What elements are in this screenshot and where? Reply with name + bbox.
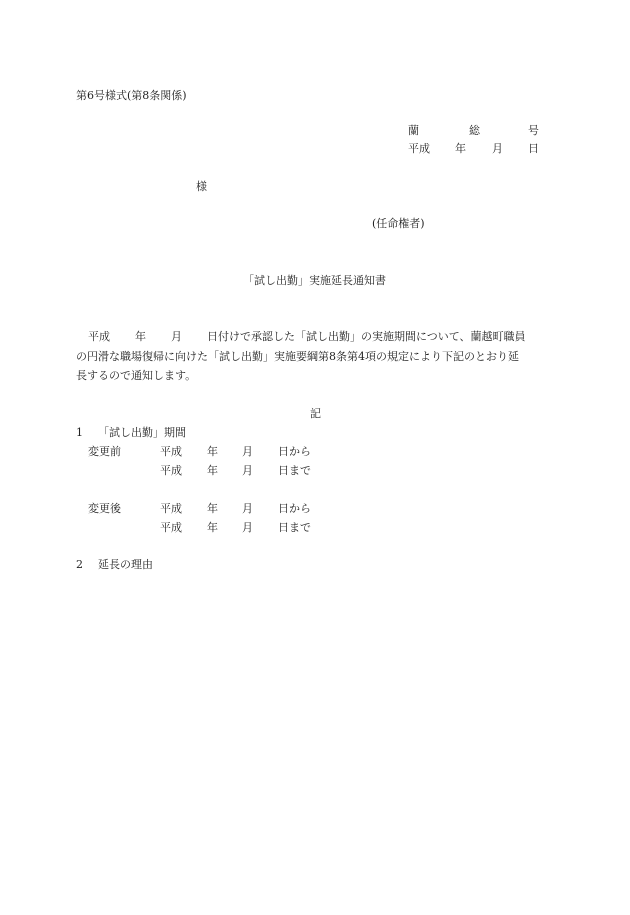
after-until-day: 日まで	[278, 521, 311, 534]
body-era: 平成	[88, 330, 110, 343]
ki-heading: 記	[310, 407, 321, 420]
body-month: 月	[171, 330, 182, 343]
doc-date-era: 平成	[408, 142, 430, 155]
before-until-month: 月	[242, 464, 253, 477]
doc-number-char-2: 総	[469, 124, 480, 137]
body-line-3: 長するので通知します。	[76, 369, 197, 382]
document-title: 「試し出勤」実施延長通知書	[243, 274, 386, 287]
after-from-year: 年	[207, 502, 218, 515]
after-until-month: 月	[242, 521, 253, 534]
issuer: (任命権者)	[372, 217, 425, 230]
item-2-label: 延長の理由	[98, 558, 153, 571]
doc-date-month: 月	[492, 142, 503, 155]
body-line-1-text: 日付けで承認した「試し出勤」の実施期間について、蘭越町職員	[207, 330, 526, 343]
before-until-day: 日まで	[278, 464, 311, 477]
after-label: 変更後	[88, 502, 121, 515]
after-until-era: 平成	[160, 521, 182, 534]
before-from-day: 日から	[278, 445, 311, 458]
before-from-year: 年	[207, 445, 218, 458]
item-2-number: 2	[76, 558, 83, 571]
before-from-era: 平成	[160, 445, 182, 458]
before-from-month: 月	[242, 445, 253, 458]
form-label: 第6号様式(第8条関係)	[76, 89, 187, 102]
body-line-2: の円滑な職場復帰に向けた「試し出勤」実施要綱第8条第4項の規定により下記のとおり延	[76, 350, 519, 363]
before-until-year: 年	[207, 464, 218, 477]
doc-number-char-1: 蘭	[408, 124, 419, 137]
after-from-day: 日から	[278, 502, 311, 515]
addressee-suffix: 様	[196, 180, 207, 193]
body-year: 年	[135, 330, 146, 343]
after-from-era: 平成	[160, 502, 182, 515]
item-1-label: 「試し出勤」期間	[98, 426, 186, 439]
doc-date-year: 年	[455, 142, 466, 155]
after-from-month: 月	[242, 502, 253, 515]
before-until-era: 平成	[160, 464, 182, 477]
doc-number-char-3: 号	[528, 124, 539, 137]
body-line-1	[88, 331, 526, 342]
doc-date-day: 日	[528, 142, 539, 155]
item-1-number: 1	[76, 426, 83, 439]
before-label: 変更前	[88, 445, 121, 458]
after-until-year: 年	[207, 521, 218, 534]
